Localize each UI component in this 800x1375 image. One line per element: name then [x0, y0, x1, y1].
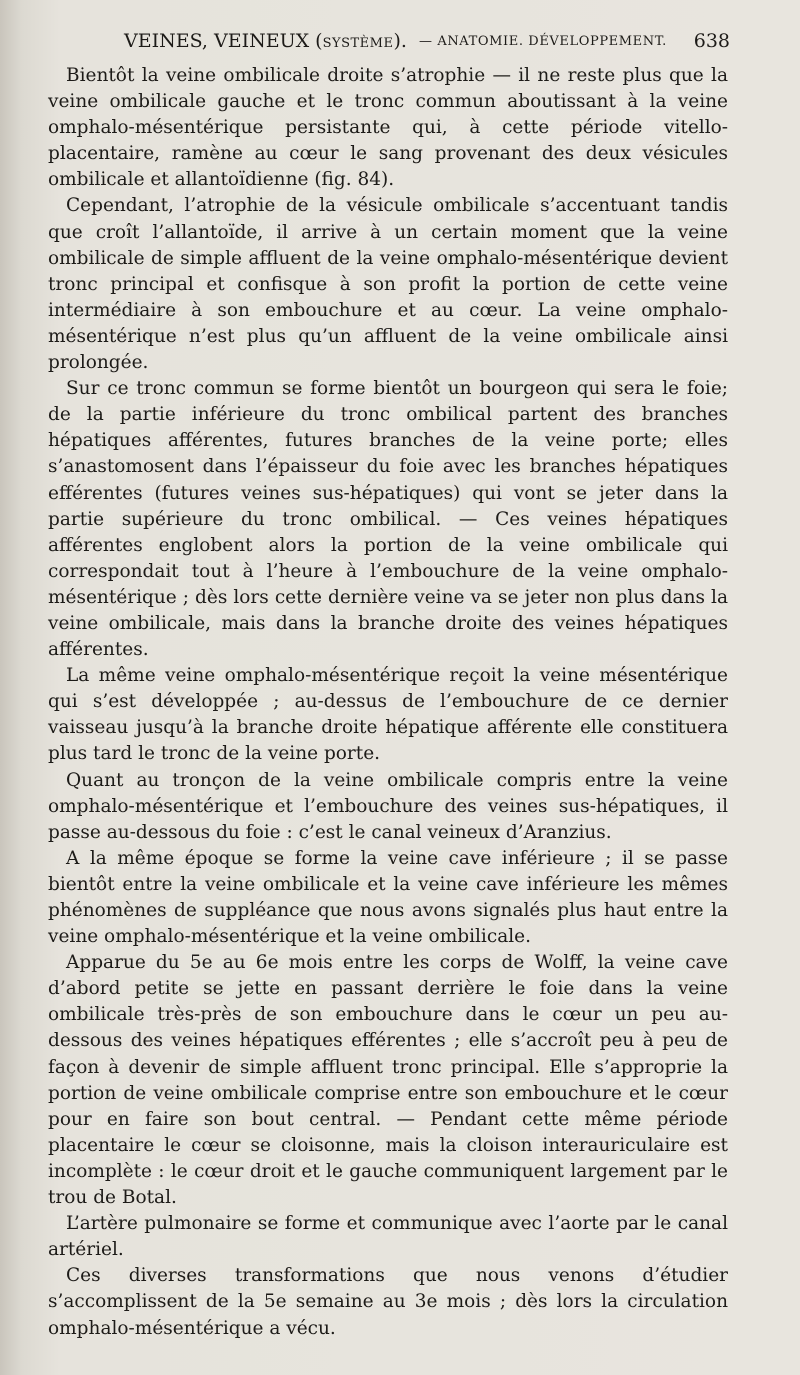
body-text [48, 63, 728, 1342]
running-title-close: ). [393, 30, 407, 52]
paragraph: Apparue du 5e au 6e mois entre les corps de Wolff, la veine cave d’abord petite se jette en passant derrière le foie dans la veine ombilicale très-près de son embouchure dans le cœur un peu au-dessous des veines hépatiques efférentes ; elle s’accroît peu à peu de façon à devenir de simple affluent tronc principal. Elle s’approprie la portion de veine ombilicale comprise entre son embouchure et le cœur pour en faire son bout central. — Pendant cette même période placentaire le cœur se cloisonne, mais la cloison interauriculaire est incomplète : le cœur droit et le gauche communiquent largement par le trou de Botal. [48, 952, 728, 1209]
paragraph: L’artère pulmonaire se forme et communique avec l’aorte par le canal artériel. [48, 1213, 728, 1261]
paragraph: Cependant, l’atrophie de la vésicule ombilicale s’accentuant tandis que croît l’allantoïde, il arrive à un certain moment que la veine ombilicale de simple affluent de la veine omphalo-mésentérique devient tronc principal et confisque à son profit la portion de cette veine intermédiaire à son embouchure et au cœur. La veine omphalo-mésentérique n’est plus qu’un affluent de la veine ombilicale ainsi prolongée. [48, 195, 728, 374]
running-title [124, 30, 407, 52]
running-header [124, 30, 730, 60]
paragraph: Ces diverses transformations que nous venons d’étudier s’accomplissent de la 5e semaine au 3e mois ; dès lors la circulation omphalo-mésentérique a vécu. [48, 1265, 728, 1339]
paragraph: Quant au tronçon de la veine ombilicale compris entre la veine omphalo-mésentérique et l’embouchure des veines sus-hépatiques, il passe au-dessous du foie : c’est le canal veineux d’Aranzius. [48, 769, 728, 843]
section-title: — ANATOMIE. DÉVELOPPEMENT. [419, 34, 667, 49]
paragraph: Bientôt la veine ombilicale droite s’atrophie — il ne reste plus que la veine ombilicale gauche et le tronc commun aboutissant à la veine omphalo-mésentérique persistante qui, à cette période vitello-placentaire, ramène au cœur le sang provenant des deux vésicules ombilicale et allantoïdienne (fig. 84). [48, 65, 728, 191]
paragraph: A la même époque se forme la veine cave inférieure ; il se passe bientôt entre la veine ombilicale et la veine cave inférieure les mêmes phénomènes de suppléance que nous avons signalés plus haut entre la veine omphalo-mésentérique et la veine ombilicale. [48, 847, 728, 948]
paragraph: Sur ce tronc commun se forme bientôt un bourgeon qui sera le foie; de la partie inférieure du tronc ombilical partent des branches hépatiques afférentes, futures branches de la veine porte; elles s’anastomosent dans l’épaisseur du foie avec les branches hépatiques efférentes (futures veines sus-hépatiques) qui vont se jeter dans la partie supérieure du tronc ombilical. — Ces veines hépatiques afférentes englobent alors la portion de la veine ombilicale qui correspondait tout à l’heure à l’embouchure de la veine omphalo-mésentérique ; dès lors cette dernière veine va se jeter non plus dans la veine ombilicale, mais dans la branche droite des veines hépatiques afférentes. [48, 378, 728, 661]
running-title-main: VEINES, VEINEUX ( [124, 30, 323, 52]
paragraph: La même veine omphalo-mésentérique reçoit la veine mésentérique qui s’est développée ; au-dessus de l’embouchure de ce dernier vaisseau jusqu’à la branche droite hépatique afférente elle constituera plus tard le tronc de la veine porte. [48, 665, 728, 765]
page-number: 638 [693, 30, 730, 52]
running-title-small-caps: SYSTÈME [322, 36, 394, 51]
